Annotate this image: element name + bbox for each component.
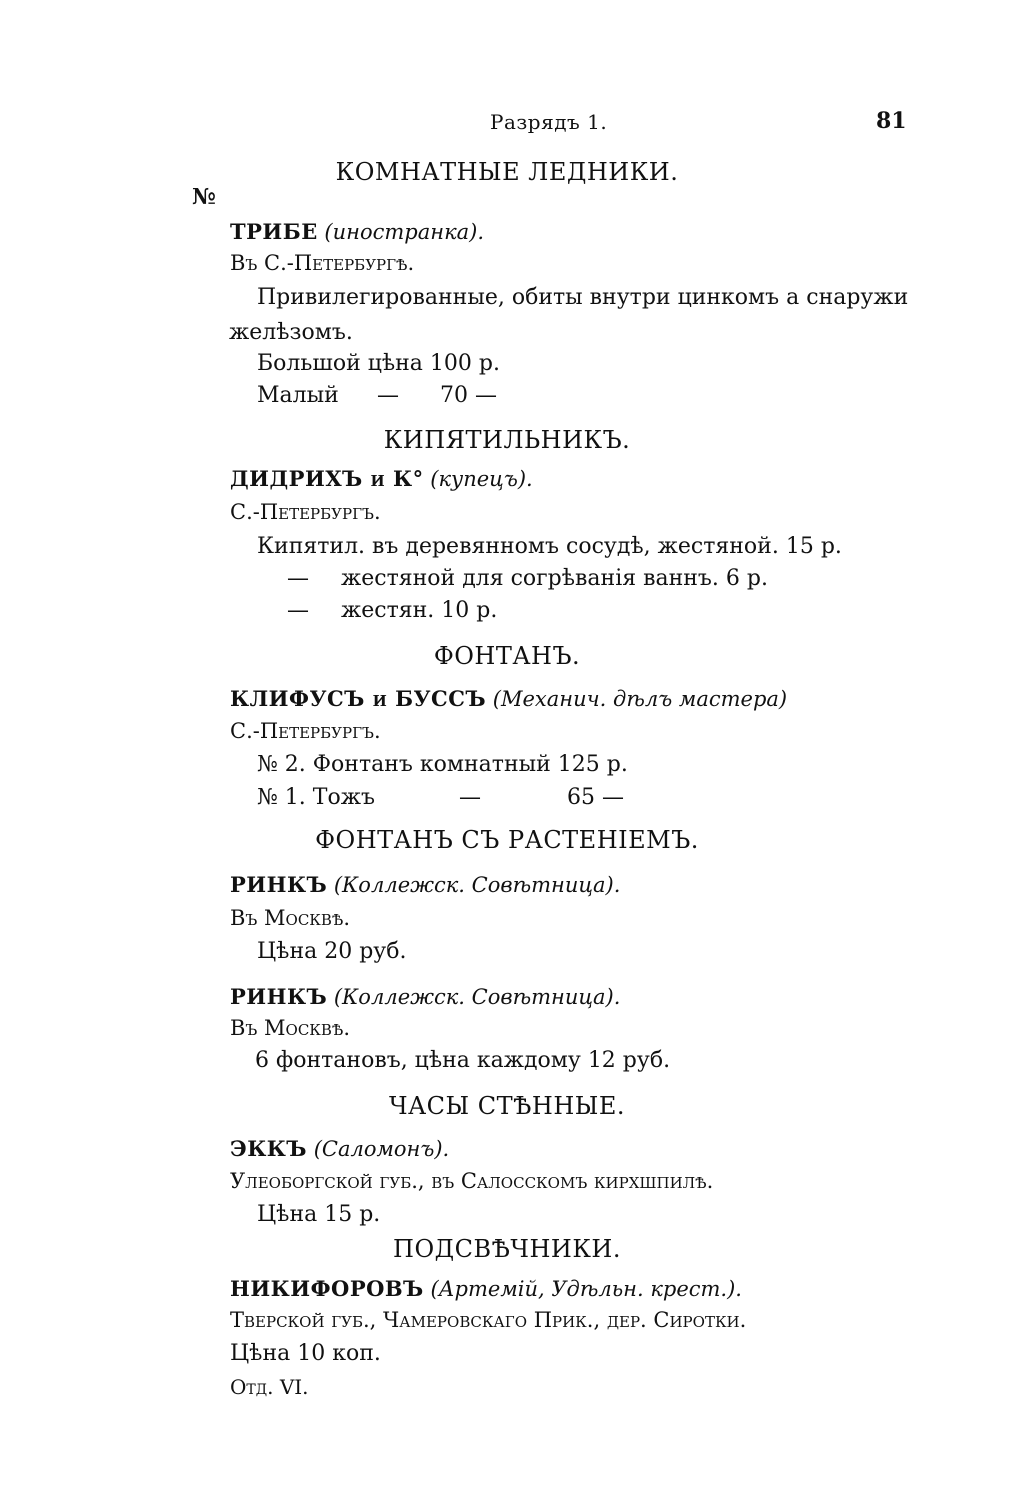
price-value: 70 —	[440, 383, 497, 408]
maker-rink-2	[230, 984, 620, 1009]
maker-name: ДИДРИХЪ и К°	[230, 466, 424, 491]
numero-sign: №	[192, 184, 216, 210]
price-line: 6 фонтановъ, цѣна каждому 12 руб.	[255, 1048, 671, 1073]
maker-ekk	[230, 1136, 449, 1161]
maker-description: (Коллежск. Совѣтница).	[333, 873, 621, 897]
maker-rink-1	[230, 872, 620, 897]
description-line: Привилегированные, обиты внутри цинкомъ а снаружи	[257, 285, 909, 310]
maker-description: (иностранка).	[324, 220, 484, 244]
place-line: Въ С.-Петербургѣ.	[230, 251, 415, 275]
maker-name: РИНКЪ	[230, 984, 328, 1009]
description-line: желѣзомъ.	[229, 320, 353, 345]
price-line-label: № 1. Тожъ	[257, 785, 375, 810]
maker-name: ЭККЪ	[230, 1136, 307, 1161]
price-line: № 2. Фонтанъ комнатный 125 р.	[257, 752, 628, 777]
price-line: Цѣна 10 коп.	[230, 1341, 381, 1366]
ditto-dash: —	[287, 598, 309, 623]
section-heading-icebox: КОМНАТНЫЕ ЛЕДНИКИ.	[335, 158, 679, 186]
section-heading-fountain-plant: ФОНТАНЪ СЪ РАСТЕНІЕМЪ.	[315, 826, 699, 854]
maker-tribe	[230, 219, 484, 244]
price-line: Большой цѣна 100 р.	[257, 351, 500, 376]
section-heading-fountain: ФОНТАНЪ.	[433, 642, 581, 670]
ditto-dash: —	[459, 785, 481, 810]
ditto-dash: —	[377, 383, 399, 408]
ditto-dash: —	[287, 566, 309, 591]
maker-description: (купецъ).	[430, 467, 533, 491]
maker-name: КЛИФУСЪ и БУССЪ	[230, 686, 487, 711]
price-line: Цѣна 15 р.	[257, 1202, 381, 1227]
place-line: Въ Москвѣ.	[230, 1016, 351, 1040]
department-signature: Отд. VI.	[230, 1375, 309, 1399]
price-line-label: Малый	[257, 383, 339, 408]
price-line: жестяной для согрѣванія ваннъ. 6 р.	[341, 566, 768, 591]
price-line: Кипятил. въ деревянномъ сосудѣ, жестяной. 15 р.	[257, 534, 842, 559]
place-line: Улеоборгской губ., въ Салосскомъ кирхшпилѣ.	[230, 1169, 714, 1193]
maker-description: (Артемій, Удѣльн. крест.).	[430, 1277, 742, 1301]
maker-description: (Коллежск. Совѣтница).	[333, 985, 621, 1009]
maker-didrikh	[230, 466, 533, 491]
maker-description: (Саломонъ).	[313, 1137, 450, 1161]
page-number: 81	[876, 108, 907, 134]
maker-name: ТРИБЕ	[230, 219, 318, 244]
maker-description: (Механич. дѣлъ мастера)	[492, 687, 788, 711]
place-line: С.-Петербургъ.	[230, 500, 381, 524]
running-title: Разрядъ 1.	[490, 110, 608, 134]
maker-name: НИКИФОРОВЪ	[230, 1276, 424, 1301]
maker-klifus-buss	[230, 686, 787, 711]
price-line: жестян. 10 р.	[341, 598, 498, 623]
price-value: 65 —	[567, 785, 624, 810]
section-heading-candlesticks: ПОДСВѢЧНИКИ.	[393, 1235, 621, 1263]
place-line: Тверской губ., Чамеровскаго Прик., дер. Сиротки.	[230, 1308, 747, 1332]
maker-name: РИНКЪ	[230, 872, 328, 897]
price-line: Цѣна 20 руб.	[257, 939, 407, 964]
section-heading-boiler: КИПЯТИЛЬНИКЪ.	[383, 426, 631, 454]
place-line: С.-Петербургъ.	[230, 719, 381, 743]
place-line: Въ Москвѣ.	[230, 906, 351, 930]
maker-nikiforov	[230, 1276, 742, 1301]
section-heading-wall-clock: ЧАСЫ СТѢННЫЕ.	[388, 1092, 626, 1120]
